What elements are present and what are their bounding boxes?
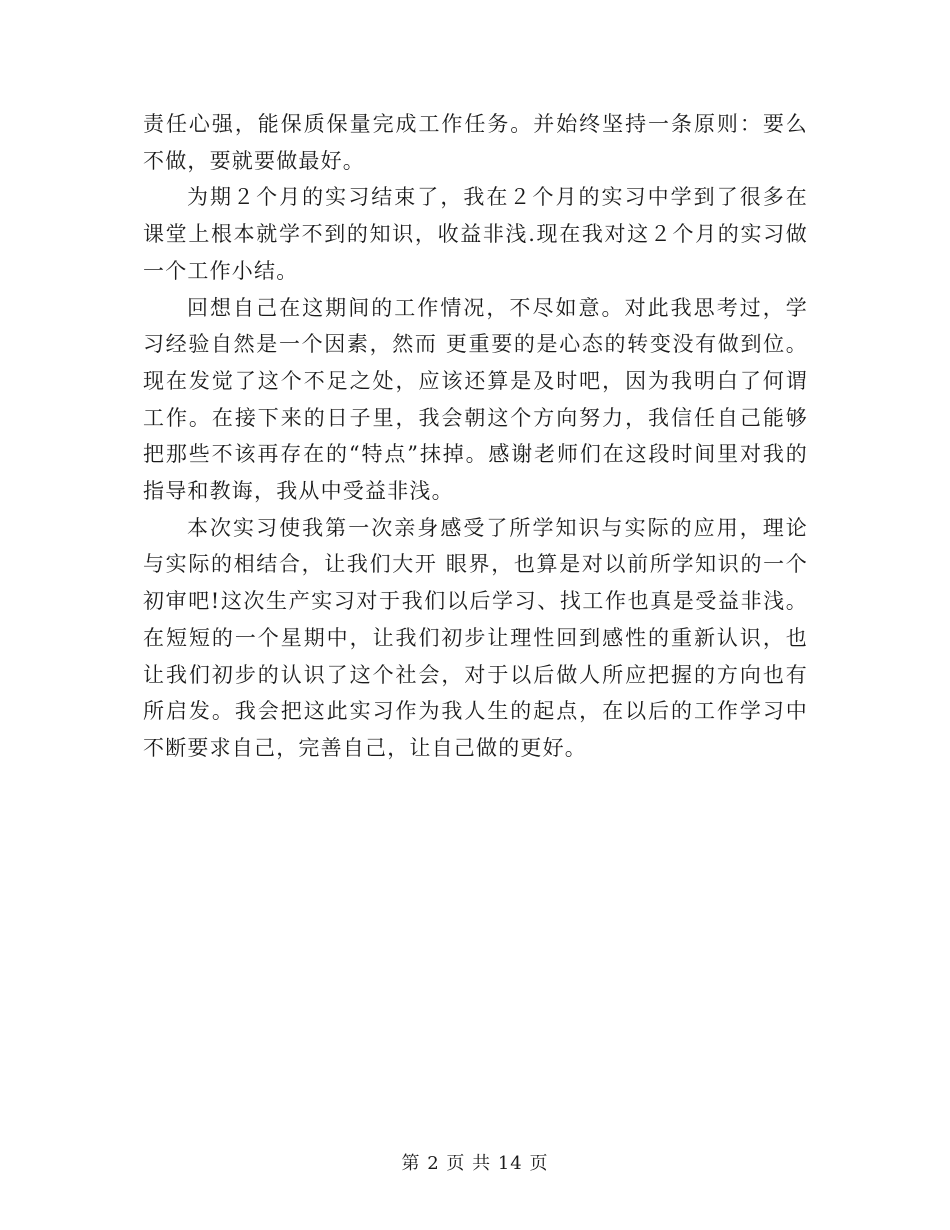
page-number-footer: 第 2 页 共 14 页 xyxy=(401,1153,549,1174)
paragraph-continuation: 责任心强，能保质保量完成工作任务。并始终坚持一条原则：要么不做，要就要做最好。 xyxy=(143,112,808,173)
document-body xyxy=(143,106,808,767)
paragraph-internship-end: 为期２个月的实习结束了，我在２个月的实习中学到了很多在课堂上根本就学不到的知识，收益非浅.现在我对这２个月的实习做一个工作小结。 xyxy=(143,185,808,283)
paragraph-practice-summary: 本次实习使我第一次亲身感受了所学知识与实际的应用，理论与实际的相结合，让我们大开 眼界，也算是对以前所学知识的一个初审吧!这次生产实习对于我们以后学习、找工作也真是受益非浅。在短短的一个星期中，让我们初步让理性回到感性的重新认识，也让我们初步的认识了这个社会，对于以后做人所应把握的方向也有所启发。我会把这此实习作为我人生的起点，在以后的工作学习中不断要求自己，完善自己，让自己做的更好。 xyxy=(143,515,808,760)
paragraph-reflection: 回想自己在这期间的工作情况，不尽如意。对此我思考过，学习经验自然是一个因素，然而 更重要的是心态的转变没有做到位。现在发觉了这个不足之处，应该还算是及时吧，因为我明白了何谓工作。在接下来的日子里，我会朝这个方向努力，我信任自己能够把那些不该再存在的“特点”抹掉。感谢老师们在这段时间里对我的指导和教诲，我从中受益非浅。 xyxy=(143,295,808,504)
